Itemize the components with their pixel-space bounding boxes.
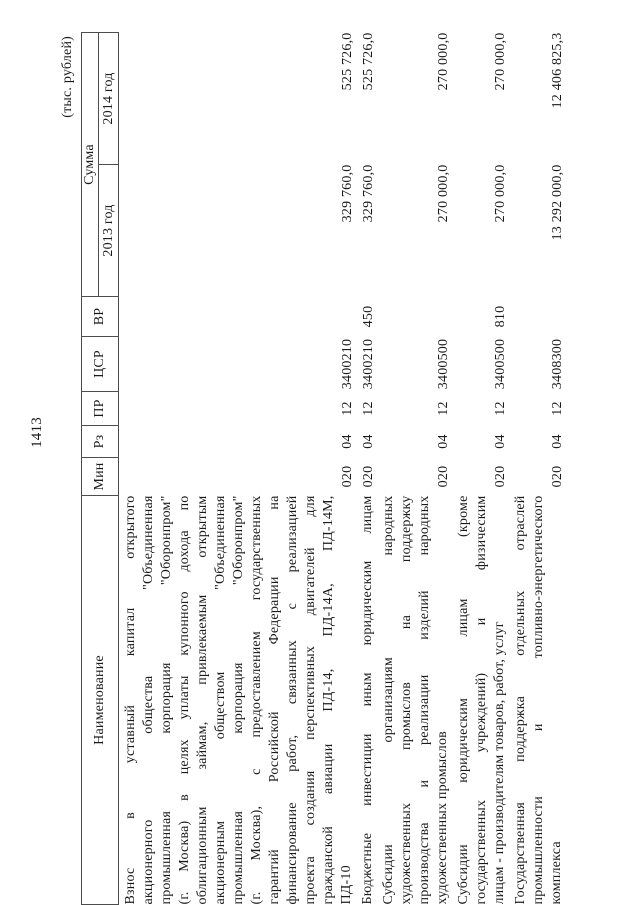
row-min-cell: 020 bbox=[340, 465, 355, 488]
table-row bbox=[509, 33, 566, 905]
row-name-line: Взнос в уставный капитал открытого bbox=[123, 495, 138, 905]
row-name-line: Субсидии организациям народных bbox=[381, 495, 396, 905]
row-sum-2013-cell: 329 760,0 bbox=[340, 164, 355, 223]
table-row bbox=[452, 33, 509, 905]
budget-table bbox=[81, 32, 566, 905]
row-name-cell bbox=[509, 496, 566, 905]
row-name-line: промышленности и топливно-энергетического bbox=[531, 495, 546, 905]
row-tsr-cell: 3400500 bbox=[493, 338, 508, 390]
row-sum-2013-cell: 13 292 000,0 bbox=[550, 164, 565, 241]
table-header bbox=[82, 33, 119, 905]
row-tsr-cell: 3400210 bbox=[361, 338, 376, 390]
row-name-line: промышленная корпорация "Оборонпром" bbox=[159, 495, 174, 905]
row-sum-2013-cell: 270 000,0 bbox=[493, 164, 508, 223]
row-name-line: акционерного общества "Объединенная bbox=[141, 495, 156, 905]
table-row bbox=[119, 33, 357, 905]
column-header-year-2013: 2013 год bbox=[99, 165, 119, 297]
row-name-cell bbox=[119, 496, 357, 905]
row-rz-cell: 04 bbox=[493, 434, 508, 449]
row-name-line: облигационным займам, привлекаемым открытым bbox=[195, 495, 210, 905]
row-vr-cell bbox=[119, 297, 357, 337]
row-sum-2013-cell: 270 000,0 bbox=[436, 164, 451, 223]
row-name-line: комплекса bbox=[549, 841, 564, 905]
row-min-cell: 020 bbox=[361, 465, 376, 488]
units-label: (тыс. рублей) bbox=[60, 36, 75, 118]
row-sum-2014-cell: 525 726,0 bbox=[340, 32, 355, 91]
row-name-line: Бюджетные инвестиции иным юридическим лицам bbox=[360, 495, 375, 905]
row-min-cell: 020 bbox=[436, 465, 451, 488]
row-rz-cell: 04 bbox=[436, 434, 451, 449]
row-pr-cell: 12 bbox=[340, 401, 355, 416]
row-vr-cell bbox=[509, 297, 566, 337]
row-pr-cell: 12 bbox=[436, 401, 451, 416]
page-number: 1413 bbox=[29, 417, 45, 448]
table-body bbox=[119, 33, 567, 905]
row-name-line: художественных промыслов bbox=[435, 731, 450, 905]
row-tsr-cell: 3400500 bbox=[436, 338, 451, 390]
row-name-line: проекта создания перспективных двигателей для bbox=[303, 495, 318, 905]
row-rz-cell: 04 bbox=[340, 434, 355, 449]
row-name-line: гражданской авиации ПД-14, ПД-14А, ПД-14М, bbox=[321, 495, 336, 905]
row-sum-2014-cell: 525 726,0 bbox=[361, 32, 376, 91]
row-sum-2013-cell: 329 760,0 bbox=[361, 164, 376, 223]
row-name-line: Субсидии юридическим лицам (кроме bbox=[456, 495, 471, 905]
row-name-line: государственных учреждений) и физическим bbox=[474, 495, 489, 905]
column-header-min: Мин bbox=[82, 458, 119, 496]
table-row bbox=[377, 33, 452, 905]
column-header-pr: ПР bbox=[82, 392, 119, 426]
column-header-year-2014: 2014 год bbox=[99, 33, 119, 165]
row-pr-cell: 12 bbox=[361, 401, 376, 416]
row-name-line: (г. Москва) в целях уплаты купонного дохода по bbox=[177, 495, 192, 905]
row-name-cell bbox=[356, 496, 377, 905]
row-sum-2014-cell: 12 406 825,3 bbox=[550, 32, 565, 109]
row-min-cell: 020 bbox=[493, 465, 508, 488]
row-name-line: финансирование работ, связанных с реализацией bbox=[285, 495, 300, 905]
row-vr-cell bbox=[377, 297, 452, 337]
row-name-line: промышленная корпорация "Оборонпром" bbox=[231, 495, 246, 905]
column-header-vr: ВР bbox=[82, 297, 119, 337]
row-pr-cell: 12 bbox=[493, 401, 508, 416]
row-name-cell bbox=[377, 496, 452, 905]
row-name-line: (г. Москва), с предоставлением государственных bbox=[249, 495, 264, 905]
row-min-cell: 020 bbox=[550, 465, 565, 488]
row-vr-cell: 450 bbox=[361, 305, 376, 328]
row-tsr-cell: 3408300 bbox=[550, 338, 565, 390]
row-rz-cell: 04 bbox=[550, 434, 565, 449]
row-rz-cell: 04 bbox=[361, 434, 376, 449]
row-name-line: лицам - производителям товаров, работ, услуг bbox=[492, 621, 507, 905]
column-header-tsr: ЦСР bbox=[82, 337, 119, 392]
row-sum-2014-cell: 270 000,0 bbox=[493, 32, 508, 91]
row-name-line: Государственная поддержка отдельных отраслей bbox=[513, 495, 528, 905]
row-name-line: гарантий Российской Федерации на bbox=[267, 495, 282, 905]
table-row bbox=[356, 33, 377, 905]
column-header-name: Наименование bbox=[82, 496, 119, 905]
row-name-line: художественных промыслов на поддержку bbox=[399, 495, 414, 905]
row-name-cell bbox=[452, 496, 509, 905]
column-header-rz: Рз bbox=[82, 426, 119, 458]
row-name-line: ПД-10 bbox=[339, 865, 354, 905]
row-name-line: производства и реализации изделий народных bbox=[417, 495, 432, 905]
row-tsr-cell: 3400210 bbox=[340, 338, 355, 390]
row-vr-cell: 810 bbox=[493, 305, 508, 328]
row-name-line: акционерным обществом "Объединенная bbox=[213, 495, 228, 905]
column-header-sum: Сумма bbox=[82, 33, 99, 297]
row-sum-2014-cell: 270 000,0 bbox=[436, 32, 451, 91]
row-pr-cell: 12 bbox=[550, 401, 565, 416]
